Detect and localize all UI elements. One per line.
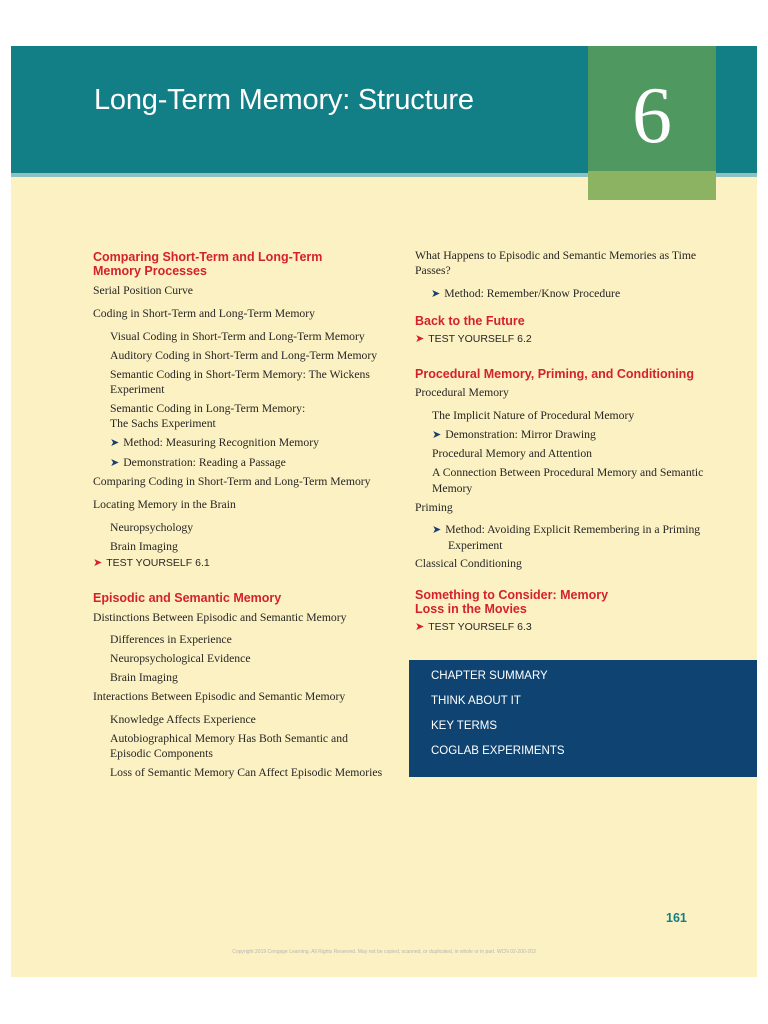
chapter-number-box-tab	[588, 171, 716, 200]
page-number: 161	[666, 911, 687, 925]
section-heading[interactable]: Back to the Future	[415, 314, 525, 328]
toc-subentry[interactable]: Loss of Semantic Memory Can Affect Episodic Memories	[110, 766, 383, 779]
toc-entry[interactable]: Serial Position Curve	[93, 284, 193, 297]
toc-subentry[interactable]: Neuropsychological Evidence	[110, 652, 251, 665]
test-yourself-entry[interactable]: ➤ TEST YOURSELF 6.1	[93, 557, 210, 569]
toc-method-entry[interactable]: ➤ Method: Measuring Recognition Memory	[110, 436, 319, 449]
toc-entry[interactable]: Interactions Between Episodic and Semantic Memory	[93, 690, 346, 703]
chapter-summary-link[interactable]: CHAPTER SUMMARY	[431, 670, 548, 682]
arrow-icon: ➤	[431, 288, 441, 300]
arrow-icon: ➤	[432, 429, 442, 441]
toc-subentry[interactable]: Visual Coding in Short-Term and Long-Term Memory	[110, 330, 365, 343]
toc-entry[interactable]: Priming	[415, 501, 453, 514]
toc-subentry[interactable]: Semantic Coding in Short-Term Memory: The Wickens	[110, 368, 370, 381]
toc-subentry-cont[interactable]: The Sachs Experiment	[110, 417, 216, 430]
section-heading[interactable]: Comparing Short-Term and Long-Term	[93, 250, 323, 264]
chapter-extras-box	[409, 660, 757, 777]
toc-subentry[interactable]: Knowledge Affects Experience	[110, 713, 256, 726]
key-terms-link[interactable]: KEY TERMS	[431, 720, 498, 732]
arrow-icon: ➤	[432, 524, 442, 536]
toc-subentry[interactable]: A Connection Between Procedural Memory and Semantic	[432, 466, 704, 479]
toc-entry[interactable]: Distinctions Between Episodic and Semantic Memory	[93, 611, 347, 624]
toc-method-entry[interactable]: ➤ Method: Avoiding Explicit Remembering in a Priming	[432, 523, 701, 536]
arrow-icon: ➤	[93, 557, 103, 569]
section-heading-cont[interactable]: Memory Processes	[93, 264, 207, 278]
toc-entry[interactable]: Classical Conditioning	[415, 557, 522, 570]
toc-subentry[interactable]: Procedural Memory and Attention	[432, 447, 593, 460]
toc-method-entry-cont[interactable]: Experiment	[448, 539, 503, 552]
coglab-experiments-link[interactable]: COGLAB EXPERIMENTS	[431, 745, 565, 757]
toc-method-entry[interactable]: ➤ Method: Remember/Know Procedure	[431, 287, 621, 300]
arrow-icon: ➤	[415, 333, 425, 345]
toc-subentry[interactable]: Brain Imaging	[110, 540, 178, 553]
chapter-number: 6	[632, 72, 672, 160]
test-yourself-entry[interactable]: ➤ TEST YOURSELF 6.3	[415, 621, 532, 633]
toc-entry[interactable]: Procedural Memory	[415, 386, 509, 399]
arrow-icon: ➤	[415, 621, 425, 633]
toc-subentry-cont[interactable]: Experiment	[110, 383, 165, 396]
toc-demo-entry[interactable]: ➤ Demonstration: Reading a Passage	[110, 456, 286, 469]
toc-subentry[interactable]: Semantic Coding in Long-Term Memory:	[110, 402, 306, 415]
arrow-icon: ➤	[110, 457, 120, 469]
copyright-notice: Copyright 2019 Cengage Learning. All Rights Reserved. May not be copied, scanned, or duplicated, in whole or in part. WCN 02-200-203	[232, 949, 536, 955]
section-heading[interactable]: Something to Consider: Memory	[415, 588, 609, 602]
section-heading[interactable]: Procedural Memory, Priming, and Conditioning	[415, 367, 694, 381]
toc-entry[interactable]: Locating Memory in the Brain	[93, 498, 236, 511]
think-about-it-link[interactable]: THINK ABOUT IT	[431, 695, 521, 707]
arrow-icon: ➤	[110, 437, 120, 449]
toc-demo-entry[interactable]: ➤ Demonstration: Mirror Drawing	[432, 428, 596, 441]
test-yourself-entry[interactable]: ➤ TEST YOURSELF 6.2	[415, 333, 532, 345]
toc-subentry[interactable]: Differences in Experience	[110, 633, 232, 646]
toc-entry[interactable]: Coding in Short-Term and Long-Term Memory	[93, 307, 316, 320]
toc-entry[interactable]: What Happens to Episodic and Semantic Memories as Time	[415, 249, 697, 262]
chapter-title: Long-Term Memory: Structure	[94, 84, 474, 116]
toc-subentry[interactable]: Brain Imaging	[110, 671, 178, 684]
toc-entry-cont[interactable]: Passes?	[415, 264, 451, 277]
book-page	[11, 46, 757, 977]
toc-subentry[interactable]: Autobiographical Memory Has Both Semantic and	[110, 732, 348, 745]
section-heading[interactable]: Episodic and Semantic Memory	[93, 591, 282, 605]
toc-subentry-cont[interactable]: Episodic Components	[110, 747, 213, 760]
toc-subentry-cont[interactable]: Memory	[432, 482, 473, 495]
toc-entry[interactable]: Comparing Coding in Short-Term and Long-Term Memory	[93, 475, 371, 488]
section-heading-cont[interactable]: Loss in the Movies	[415, 602, 527, 616]
toc-subentry[interactable]: The Implicit Nature of Procedural Memory	[432, 409, 635, 422]
toc-subentry[interactable]: Neuropsychology	[110, 521, 194, 534]
toc-subentry[interactable]: Auditory Coding in Short-Term and Long-Term Memory	[110, 349, 378, 362]
